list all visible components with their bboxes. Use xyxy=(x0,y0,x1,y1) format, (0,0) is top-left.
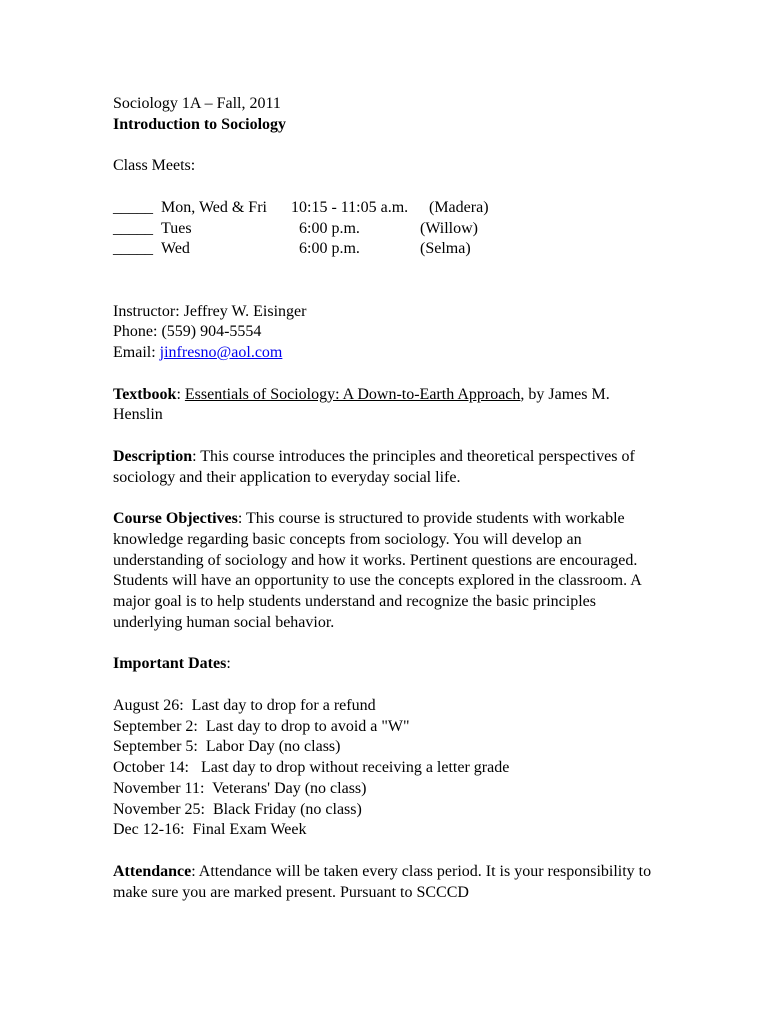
objectives-paragraph: Course Objectives: This course is structured to provide students with workable knowledge regarding basic concepts from sociology. You will develop an understanding of sociology and how it works. Pertinent questions are encouraged. Students will have an opportunity to use the concepts explored in the classroom. A major goal is to help students understand and recognize the basic principles underlying human social behavior. xyxy=(113,510,641,631)
schedule-row xyxy=(113,198,653,219)
schedule-row xyxy=(113,239,653,260)
date-item: November 25: Black Friday (no class) xyxy=(113,800,362,818)
schedule-days: Wed xyxy=(161,240,190,258)
syllabus-page xyxy=(113,94,653,903)
course-title: Sociology 1A – Fall, 2011 xyxy=(113,95,281,112)
description-paragraph: Description: This course introduces the principles and theoretical perspectives of sociology and their application to everyday social life. xyxy=(113,447,635,486)
schedule-blank: _____ xyxy=(113,198,153,216)
schedule-days: Mon, Wed & Fri xyxy=(161,198,267,216)
date-item: August 26: Last day to drop for a refund xyxy=(113,696,376,714)
textbook-paragraph: Textbook: Essentials of Sociology: A Down-to-Earth Approach, by James M. Henslin xyxy=(113,385,610,424)
schedule-time: 6:00 p.m. xyxy=(299,219,360,237)
description-label: Description xyxy=(113,447,193,465)
textbook-label: Textbook xyxy=(113,385,177,403)
date-item: November 11: Veterans' Day (no class) xyxy=(113,779,367,797)
schedule-row xyxy=(113,219,653,240)
course-name: Introduction to Sociology xyxy=(113,115,287,133)
schedule-blank: _____ xyxy=(113,240,153,258)
schedule-location: (Madera) xyxy=(429,198,489,216)
email-link[interactable]: jinfresno@aol.com xyxy=(159,344,283,361)
date-item: September 5: Labor Day (no class) xyxy=(113,738,341,756)
schedule-time: 6:00 p.m. xyxy=(299,240,360,258)
email-label: Email: xyxy=(113,344,160,361)
schedule-days: Tues xyxy=(161,219,192,237)
date-item: October 14: Last day to drop without receiving a letter grade xyxy=(113,759,510,776)
instructor-line: Instructor: Jeffrey W. Eisinger xyxy=(113,302,307,320)
date-item: September 2: Last day to drop to avoid a "W" xyxy=(113,717,410,735)
objectives-label: Course Objectives xyxy=(113,510,238,527)
attendance-paragraph: Attendance: Attendance will be taken every class period. It is your responsibility to make sure you are marked present. Pursuant to SCCCD xyxy=(113,862,652,901)
schedule-time: 10:15 - 11:05 a.m. xyxy=(291,198,409,216)
class-meets-label: Class Meets: xyxy=(113,157,196,175)
schedule-blank: _____ xyxy=(113,219,153,237)
important-dates-heading: Important Dates: xyxy=(113,655,231,673)
phone-line: Phone: (559) 904-5554 xyxy=(113,323,262,341)
schedule-location: (Willow) xyxy=(420,219,479,237)
attendance-label: Attendance xyxy=(113,862,192,880)
schedule-location: (Selma) xyxy=(420,240,471,258)
date-item: Dec 12-16: Final Exam Week xyxy=(113,821,307,839)
email-line xyxy=(113,343,653,364)
textbook-title: Essentials of Sociology: A Down-to-Earth Approach xyxy=(184,385,521,403)
